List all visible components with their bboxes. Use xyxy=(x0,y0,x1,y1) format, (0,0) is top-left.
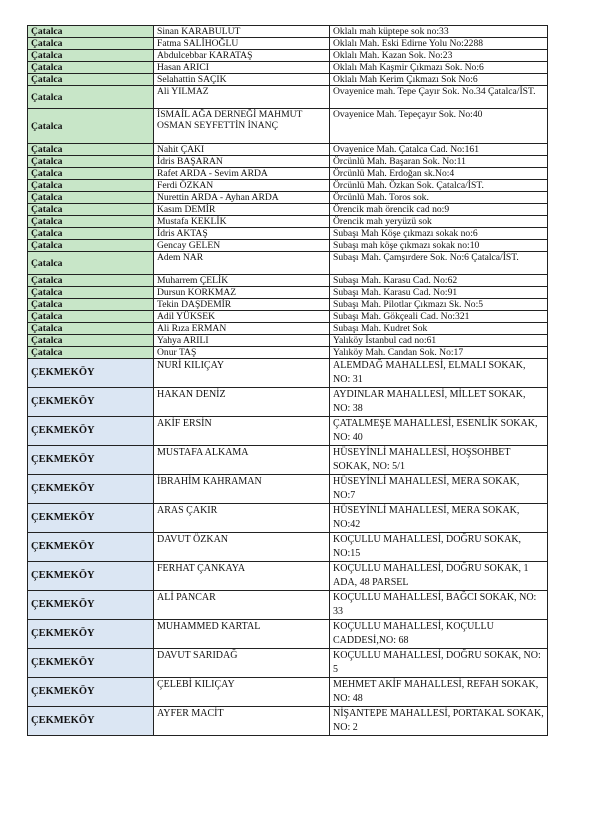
name-cell: Ali YILMAZ xyxy=(154,86,330,109)
name-cell: Fatma SALİHOĞLU xyxy=(154,38,330,50)
table-row xyxy=(28,533,548,562)
address-cell: KOÇULLU MAHALLESİ, DOĞRU SOKAK, 1 ADA, 48 PARSEL xyxy=(330,562,548,591)
district-cell: Çatalca xyxy=(28,26,154,38)
name-cell: ARAS ÇAKIR xyxy=(154,504,330,533)
district-cell: Çatalca xyxy=(28,168,154,180)
address-cell: Ovayenice Mah. Tepeçayır Sok. No:40 xyxy=(330,109,548,144)
district-cell: Çatalca xyxy=(28,204,154,216)
table-row xyxy=(28,335,548,347)
address-cell: ALEMDAĞ MAHALLESİ, ELMALI SOKAK, NO: 31 xyxy=(330,359,548,388)
name-cell: Kasım DEMİR xyxy=(154,204,330,216)
table-row xyxy=(28,38,548,50)
table-row xyxy=(28,591,548,620)
district-cell: Çatalca xyxy=(28,287,154,299)
address-cell: Subaşı Mah. Karasu Cad. No:62 xyxy=(330,275,548,287)
district-cell: ÇEKMEKÖY xyxy=(28,533,154,562)
address-cell: Subaşı mah köşe çıkmazı sokak no:10 xyxy=(330,240,548,252)
address-cell: Subaşı Mah. Karasu Cad. No:91 xyxy=(330,287,548,299)
district-cell: Çatalca xyxy=(28,180,154,192)
name-cell: ÇELEBİ KILIÇAY xyxy=(154,678,330,707)
district-cell: Çatalca xyxy=(28,156,154,168)
address-cell: HÜSEYİNLİ MAHALLESİ, MERA SOKAK, NO:7 xyxy=(330,475,548,504)
address-cell: Oklalı mah küptepe sok no:33 xyxy=(330,26,548,38)
address-cell: Subaşı Mah. Çamşırdere Sok. No:6 Çatalca/İST. xyxy=(330,252,548,275)
table-row xyxy=(28,228,548,240)
table-row xyxy=(28,50,548,62)
name-cell: Adil YÜKSEK xyxy=(154,311,330,323)
address-cell: Subaşı Mah. Pilotlar Çıkmazı Sk. No:5 xyxy=(330,299,548,311)
name-cell: Yahya ARILI xyxy=(154,335,330,347)
address-cell: Oklalı Mah Kerim Çıkmazı Sok No:6 xyxy=(330,74,548,86)
district-cell: Çatalca xyxy=(28,192,154,204)
district-cell: Çatalca xyxy=(28,228,154,240)
district-cell: Çatalca xyxy=(28,144,154,156)
name-cell: MUSTAFA ALKAMA xyxy=(154,446,330,475)
address-cell: KOÇULLU MAHALLESİ, BAĞCI SOKAK, NO: 33 xyxy=(330,591,548,620)
name-cell: Muharrem ÇELİK xyxy=(154,275,330,287)
district-cell: Çatalca xyxy=(28,50,154,62)
district-cell: ÇEKMEKÖY xyxy=(28,649,154,678)
name-cell: İBRAHİM KAHRAMAN xyxy=(154,475,330,504)
table-row xyxy=(28,275,548,287)
address-cell: Ovayenice Mah. Çatalca Cad. No:161 xyxy=(330,144,548,156)
address-cell: KOÇULLU MAHALLESİ, DOĞRU SOKAK, NO: 5 xyxy=(330,649,548,678)
address-cell: HÜSEYİNLİ MAHALLESİ, MERA SOKAK, NO:42 xyxy=(330,504,548,533)
district-cell: Çatalca xyxy=(28,299,154,311)
name-cell: İdris AKTAŞ xyxy=(154,228,330,240)
name-cell: Rafet ARDA - Sevim ARDA xyxy=(154,168,330,180)
name-cell: Abdulcebbar KARATAŞ xyxy=(154,50,330,62)
district-cell: Çatalca xyxy=(28,323,154,335)
table-row xyxy=(28,678,548,707)
table-row xyxy=(28,504,548,533)
address-cell: Subaşı Mah. Kudret Sok xyxy=(330,323,548,335)
address-table-body xyxy=(28,26,548,736)
name-cell: Sinan KARABULUT xyxy=(154,26,330,38)
name-cell: DAVUT SARIDAĞ xyxy=(154,649,330,678)
table-row xyxy=(28,252,548,275)
table-row xyxy=(28,323,548,335)
table-row xyxy=(28,26,548,38)
address-cell: Örencik mah örencik cad no:9 xyxy=(330,204,548,216)
address-cell: Örencik mah yeryüzü sok xyxy=(330,216,548,228)
table-row xyxy=(28,156,548,168)
table-row xyxy=(28,86,548,109)
address-cell: Örcünlü Mah. Başaran Sok. No:11 xyxy=(330,156,548,168)
table-row xyxy=(28,347,548,359)
name-cell: Selahattin SAÇIK xyxy=(154,74,330,86)
district-cell: ÇEKMEKÖY xyxy=(28,417,154,446)
district-cell: Çatalca xyxy=(28,335,154,347)
district-cell: Çatalca xyxy=(28,347,154,359)
district-cell: Çatalca xyxy=(28,240,154,252)
table-row xyxy=(28,168,548,180)
name-cell: Ali Rıza ERMAN xyxy=(154,323,330,335)
table-row xyxy=(28,62,548,74)
name-cell: Mustafa KEKLİK xyxy=(154,216,330,228)
table-row xyxy=(28,649,548,678)
district-cell: Çatalca xyxy=(28,38,154,50)
table-row xyxy=(28,388,548,417)
name-cell: İdris BAŞARAN xyxy=(154,156,330,168)
address-cell: HÜSEYİNLİ MAHALLESİ, HOŞSOHBET SOKAK, NO: 5/1 xyxy=(330,446,548,475)
name-cell: Dursun KORKMAZ xyxy=(154,287,330,299)
name-cell: İSMAİL AĞA DERNEĞİ MAHMUT OSMAN SEYFETTİN İNANÇ xyxy=(154,109,330,144)
district-cell: Çatalca xyxy=(28,62,154,74)
name-cell: Onur TAŞ xyxy=(154,347,330,359)
address-cell: NİŞANTEPE MAHALLESİ, PORTAKAL SOKAK, NO: 2 xyxy=(330,707,548,736)
table-row xyxy=(28,707,548,736)
name-cell: FERHAT ÇANKAYA xyxy=(154,562,330,591)
address-cell: Yalıköy İstanbul cad no:61 xyxy=(330,335,548,347)
district-cell: ÇEKMEKÖY xyxy=(28,446,154,475)
district-cell: ÇEKMEKÖY xyxy=(28,707,154,736)
table-row xyxy=(28,180,548,192)
district-cell: ÇEKMEKÖY xyxy=(28,388,154,417)
table-row xyxy=(28,144,548,156)
address-cell: Ovayenice mah. Tepe Çayır Sok. No.34 Çatalca/İST. xyxy=(330,86,548,109)
address-cell: MEHMET AKİF MAHALLESİ, REFAH SOKAK, NO: 48 xyxy=(330,678,548,707)
table-row xyxy=(28,192,548,204)
address-cell: ÇATALMEŞE MAHALLESİ, ESENLİK SOKAK, NO: 40 xyxy=(330,417,548,446)
district-cell: ÇEKMEKÖY xyxy=(28,475,154,504)
name-cell: HAKAN DENİZ xyxy=(154,388,330,417)
district-cell: Çatalca xyxy=(28,109,154,144)
table-row xyxy=(28,359,548,388)
address-cell: Subaşı Mah. Gökçeali Cad. No:321 xyxy=(330,311,548,323)
table-row xyxy=(28,417,548,446)
district-cell: Çatalca xyxy=(28,74,154,86)
address-cell: Örcünlü Mah. Toros sok. xyxy=(330,192,548,204)
district-cell: Çatalca xyxy=(28,216,154,228)
address-cell: KOÇULLU MAHALLESİ, DOĞRU SOKAK, NO:15 xyxy=(330,533,548,562)
table-row xyxy=(28,109,548,144)
address-cell: Örcünlü Mah. Erdoğan sk.No:4 xyxy=(330,168,548,180)
name-cell: Nahit ÇAKI xyxy=(154,144,330,156)
address-cell: Subaşı Mah Köşe çıkmazı sokak no:6 xyxy=(330,228,548,240)
table-row xyxy=(28,216,548,228)
table-row xyxy=(28,562,548,591)
district-cell: Çatalca xyxy=(28,252,154,275)
district-cell: ÇEKMEKÖY xyxy=(28,359,154,388)
table-row xyxy=(28,240,548,252)
name-cell: Hasan ARICI xyxy=(154,62,330,74)
table-row xyxy=(28,475,548,504)
address-cell: Oklalı Mah Kaşmir Çıkmazı Sok. No:6 xyxy=(330,62,548,74)
name-cell: Adem NAR xyxy=(154,252,330,275)
name-cell: ALİ PANCAR xyxy=(154,591,330,620)
name-cell: Ferdi ÖZKAN xyxy=(154,180,330,192)
address-cell: KOÇULLU MAHALLESİ, KOÇULLU CADDESİ,NO: 68 xyxy=(330,620,548,649)
name-cell: Gencay GELEN xyxy=(154,240,330,252)
address-cell: Yalıköy Mah. Candan Sok. No:17 xyxy=(330,347,548,359)
table-row xyxy=(28,74,548,86)
name-cell: Nurettin ARDA - Ayhan ARDA xyxy=(154,192,330,204)
name-cell: MUHAMMED KARTAL xyxy=(154,620,330,649)
address-table xyxy=(27,25,548,736)
district-cell: Çatalca xyxy=(28,86,154,109)
table-row xyxy=(28,204,548,216)
table-row xyxy=(28,620,548,649)
table-row xyxy=(28,446,548,475)
district-cell: Çatalca xyxy=(28,311,154,323)
address-cell: Oklalı Mah. Kazan Sok. No:23 xyxy=(330,50,548,62)
name-cell: AKİF ERSİN xyxy=(154,417,330,446)
address-cell: Oklalı Mah. Eski Edirne Yolu No:2288 xyxy=(330,38,548,50)
table-row xyxy=(28,311,548,323)
name-cell: AYFER MACİT xyxy=(154,707,330,736)
district-cell: ÇEKMEKÖY xyxy=(28,591,154,620)
name-cell: DAVUT ÖZKAN xyxy=(154,533,330,562)
district-cell: Çatalca xyxy=(28,275,154,287)
district-cell: ÇEKMEKÖY xyxy=(28,504,154,533)
address-cell: Örcünlü Mah. Özkan Sok. Çatalca/İST. xyxy=(330,180,548,192)
district-cell: ÇEKMEKÖY xyxy=(28,562,154,591)
table-row xyxy=(28,287,548,299)
name-cell: Tekin DAŞDEMİR xyxy=(154,299,330,311)
address-cell: AYDINLAR MAHALLESİ, MİLLET SOKAK, NO: 38 xyxy=(330,388,548,417)
table-row xyxy=(28,299,548,311)
district-cell: ÇEKMEKÖY xyxy=(28,678,154,707)
name-cell: NURİ KILIÇAY xyxy=(154,359,330,388)
district-cell: ÇEKMEKÖY xyxy=(28,620,154,649)
